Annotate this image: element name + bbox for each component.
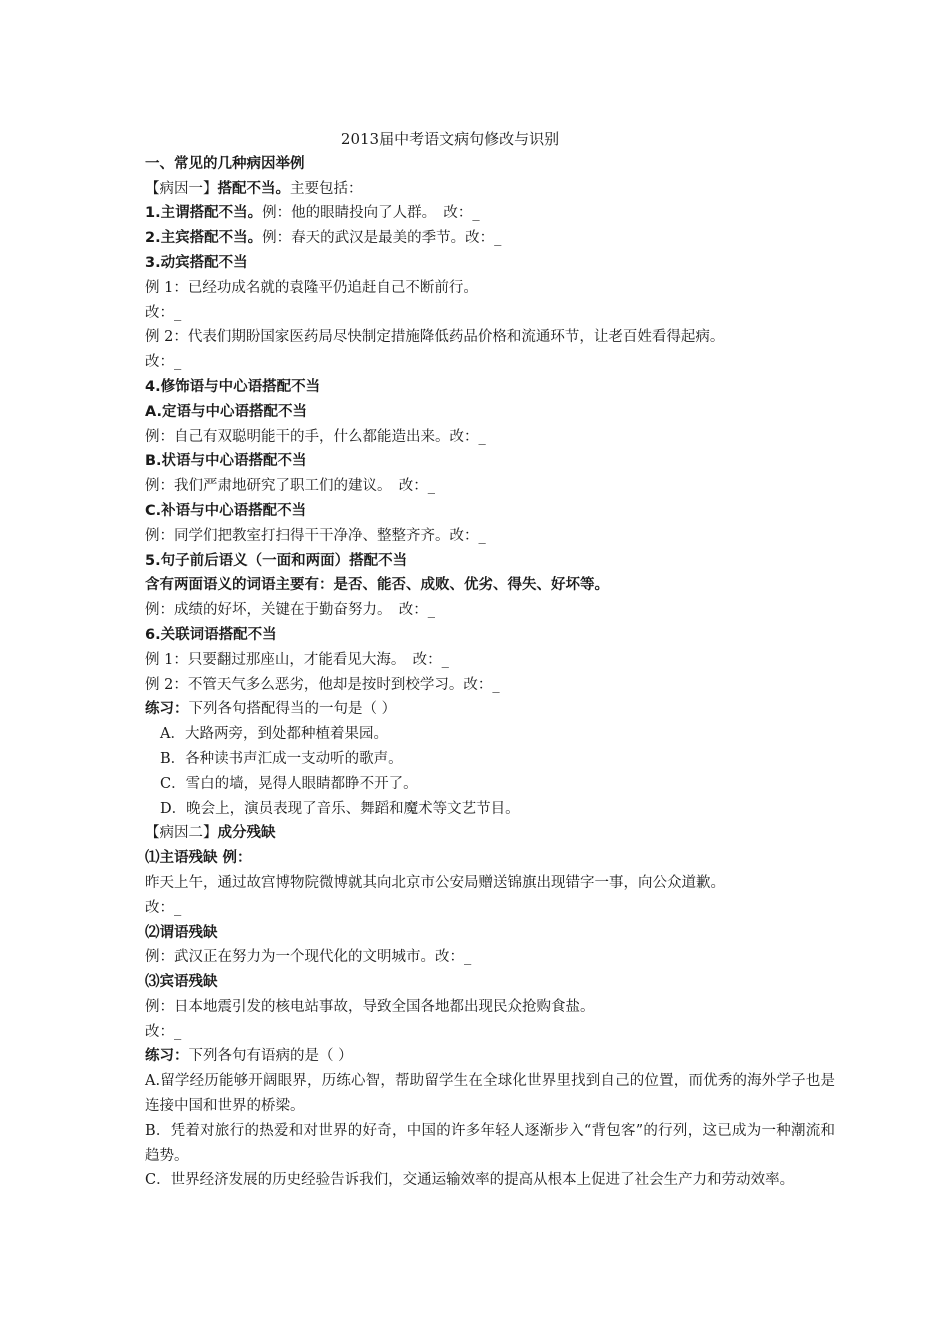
option-c: C．雪白的墙，晃得人眼睛都睁不开了。 <box>160 775 418 792</box>
item-heading: 1.主谓搭配不当。 <box>145 205 263 222</box>
item-4-heading: 4.修饰语与中心语搭配不当 <box>145 378 321 395</box>
option-a: A.留学经历能够开阔眼界，历练心智，帮助留学生在全球化世界里找到自己的位置，而优秀的海外学子也是连接中国和世界的桥梁。 <box>145 1073 835 1115</box>
document-title: 2013届中考语文病句修改与识别 <box>340 130 560 148</box>
example-line: 例：成绩的好坏，关键在于勤奋努力。 改：_ <box>145 602 435 619</box>
subitem-heading: ⑵谓语残缺 <box>145 924 218 941</box>
item-heading: 2.主宾搭配不当。 <box>145 230 263 247</box>
practice-text: 下列各句有语病的是（ ） <box>188 1048 353 1065</box>
section-heading: 一、常见的几种病因举例 <box>145 155 305 172</box>
subitem-heading: C.补语与中心语搭配不当 <box>145 502 307 519</box>
fix-line: 改：_ <box>145 354 182 371</box>
cause-label: 【病因二】 <box>145 825 218 842</box>
fix-line: 改：_ <box>145 1023 182 1040</box>
example-line: 例 1：已经功成名就的袁隆平仍追赶自己不断前行。 <box>145 279 478 296</box>
example-line: 例 2：不管天气多么恶劣，他却是按时到校学习。改：_ <box>145 676 500 693</box>
example-line: 例：自己有双聪明能干的手，什么都能造出来。改：_ <box>145 428 486 445</box>
cause-title: 搭配不当。 <box>217 180 290 197</box>
subitem-heading: ⑴主语残缺 例： <box>145 850 252 867</box>
example-line: 昨天上午，通过故宫博物院微博就其向北京市公安局赠送锦旗出现错字一事，向公众道歉。 <box>145 874 725 891</box>
option-b: B．各种读书声汇成一支动听的歌声。 <box>160 750 403 767</box>
cause-title: 成分残缺 <box>217 825 276 842</box>
document-page <box>145 127 845 1193</box>
example-line: 例：同学们把教室打扫得干干净净、整整齐齐。改：_ <box>145 527 486 544</box>
fix-line: 改：_ <box>145 899 182 916</box>
cause-note: 主要包括： <box>290 180 363 197</box>
item-6-heading: 6.关联词语搭配不当 <box>145 626 277 643</box>
example-line: 例：日本地震引发的核电站事故，导致全国各地都出现民众抢购食盐。 <box>145 998 595 1015</box>
cause-one-heading <box>145 177 845 202</box>
item-2 <box>145 226 845 251</box>
option-d: D．晚会上，演员表现了音乐、舞蹈和魔术等文艺节目。 <box>160 800 520 817</box>
item-1 <box>145 201 845 226</box>
item-example: 例：春天的武汉是最美的季节。改：_ <box>262 230 502 247</box>
item-5-heading: 5.句子前后语义（一面和两面）搭配不当 <box>145 552 408 569</box>
fix-line: 改：_ <box>145 304 182 321</box>
option-a: A．大路两旁，到处都种植着果园。 <box>160 726 388 743</box>
practice-label: 练习： <box>145 1048 189 1065</box>
item-example: 例：他的眼睛投向了人群。 改：_ <box>262 205 480 222</box>
subitem-heading: A.定语与中心语搭配不当 <box>145 403 307 420</box>
subitem-heading: ⑶宾语残缺 <box>145 974 218 991</box>
practice-text: 下列各句搭配得当的一句是（ ） <box>188 701 397 718</box>
example-line: 例：我们严肃地研究了职工们的建议。 改：_ <box>145 478 435 495</box>
cause-label: 【病因一】 <box>145 180 218 197</box>
subitem-heading: B.状语与中心语搭配不当 <box>145 453 307 470</box>
item-5-note: 含有两面语义的词语主要有：是否、能否、成败、优劣、得失、好坏等。 <box>145 577 609 594</box>
example-line: 例：武汉正在努力为一个现代化的文明城市。改：_ <box>145 949 472 966</box>
practice-question <box>145 1044 845 1069</box>
option-c: C．世界经济发展的历史经验告诉我们，交通运输效率的提高从根本上促进了社会生产力和劳动效率。 <box>145 1172 795 1189</box>
practice-question <box>145 697 845 722</box>
example-line: 例 1：只要翻过那座山，才能看见大海。 改：_ <box>145 651 449 668</box>
practice-label: 练习： <box>145 701 189 718</box>
example-line: 例 2：代表们期盼国家医药局尽快制定措施降低药品价格和流通环节，让老百姓看得起病。 <box>145 329 725 346</box>
option-b: B．凭着对旅行的热爱和对世界的好奇，中国的许多年轻人逐渐步入“背包客”的行列，这已成为一种潮流和趋势。 <box>145 1122 835 1164</box>
item-3-heading: 3.动宾搭配不当 <box>145 254 248 271</box>
cause-two-heading <box>145 821 845 846</box>
